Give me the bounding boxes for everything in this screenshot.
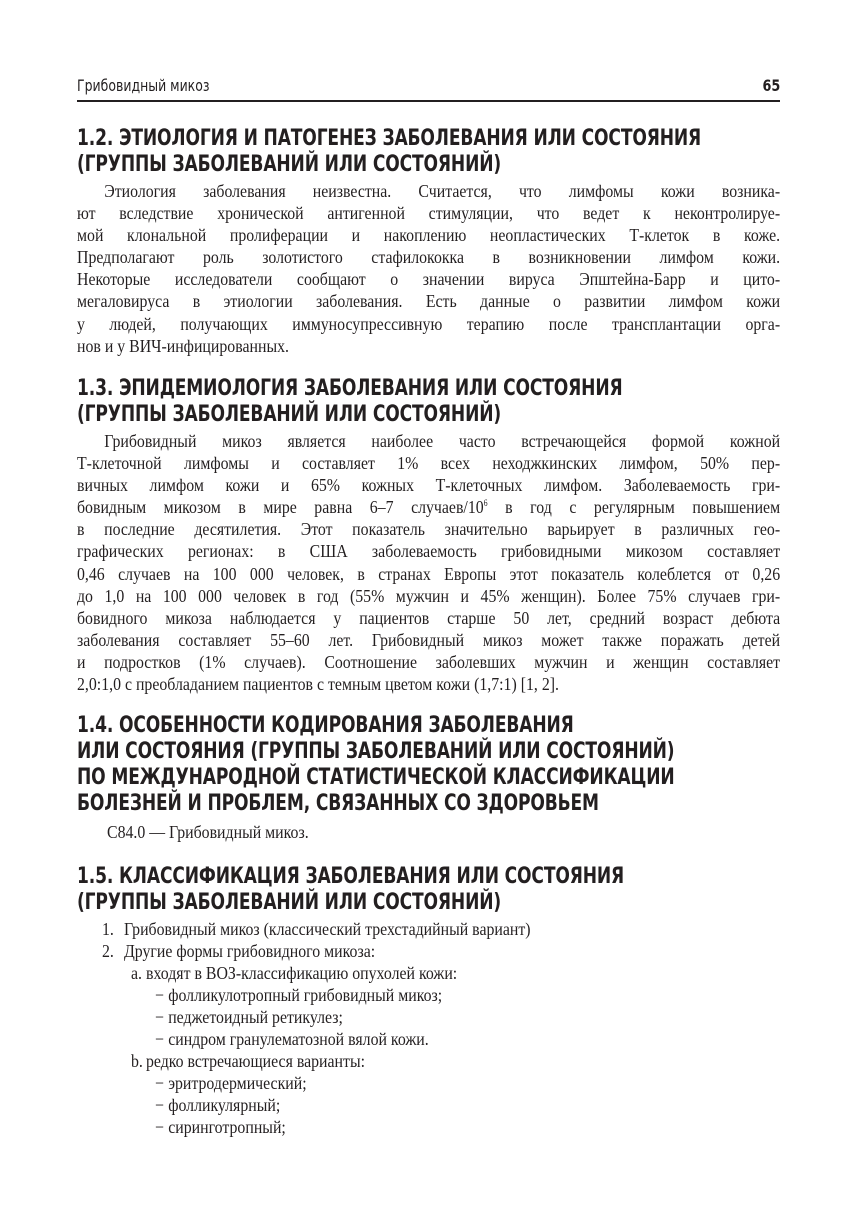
section-heading-1-4: 1.4. ОСОБЕННОСТИ КОДИРОВАНИЯ ЗАБОЛЕВАНИЯ ИЛИ СОСТОЯНИЯ (ГРУППЫ ЗАБОЛЕВАНИЙ ИЛИ СОСТОЯНИЙ) ПО МЕЖДУНАРОДНОЙ СТАТИСТИЧЕСКОЙ КЛАССИФИКАЦИИ БОЛЕЗНЕЙ И ПРОБЛЕМ, СВЯЗАННЫХ СО ЗДОРОВЬЕМ [77,712,675,816]
icd-code-line: C84.0 — Грибовидный микоз. [107,822,309,842]
text-line: в последние десятилетия. Этот показатель значительно варьирует в различных гео- [77,519,781,540]
superscript: 6 [483,498,488,509]
text-line: бовидным микозом в мире равна 6–7 случаев/$10^6$ в год с регулярным повышением [77,497,781,518]
list-item: − фолликулотропный грибовидный микоз; [155,985,443,1005]
list-item: 2. Другие формы грибовидного микоза: [102,941,376,961]
text-line: Предполагают роль золотистого стафилококка в возникновении лимфом кожи. [77,247,781,268]
list-item: − синдром гранулематозной вялой кожи. [155,1029,429,1049]
paragraph-epidemiology [77,430,780,695]
list-item: 1. Грибовидный микоз (классический трехстадийный вариант) [102,919,531,939]
text-line: графических регионах: в США заболеваемость грибовидными микозом составляет [77,541,781,562]
text-line: мой клональной пролиферации и накоплению неопластических Т-клеток в коже. [77,225,781,246]
list-item: − фолликулярный; [155,1095,281,1115]
text-line: Грибовидный микоз является наиболее часто встречающейся формой кожной [104,431,781,451]
text-line: 2,0:1,0 с преобладанием пациентов с темным цветом кожи (1,7:1) [1, 2]. [77,674,559,695]
text-line: Некоторые исследователи сообщают о значении вируса Эпштейна-Барр и цито- [77,269,781,290]
text-line: вичных лимфом кожи и 65% кожных Т-клеточных лимфом. Заболеваемость гри- [77,475,781,496]
text-line: бовидного микоза наблюдается у пациентов старше 50 лет, средний возраст дебюта [77,607,781,628]
list-item: a. входят в ВОЗ-классификацию опухолей кожи: [131,963,458,983]
list-item: − педжетоидный ретикулез; [155,1007,343,1027]
text-line: Этиология заболевания неизвестна. Считается, что лимфомы кожи возника- [104,181,781,201]
list-item: b. редко встречающиеся варианты: [131,1051,365,1071]
text-line: ют вследствие хронической антигенной стимуляции, что ведет к неконтролируе- [77,203,781,224]
text-line: и подростков (1% случаев). Соотношение заболевших мужчин и женщин составляет [77,651,781,672]
list-item: − эритродермический; [155,1073,307,1093]
section-heading-1-3: 1.3. ЭПИДЕМИОЛОГИЯ ЗАБОЛЕВАНИЯ ИЛИ СОСТОЯНИЯ (ГРУППЫ ЗАБОЛЕВАНИЙ ИЛИ СОСТОЯНИЙ) [77,375,623,427]
running-title: Грибовидный микоз [77,76,210,95]
text-line: у людей, получающих иммуносупрессивную терапию после трансплантации орга- [77,313,781,334]
text-line: Т-клеточной лимфомы и составляет 1% всех неходжкинских лимфом, 50% пер- [77,453,781,474]
list-item: − сиринготропный; [155,1117,286,1137]
text-line: заболевания составляет 55–60 лет. Грибовидный микоз может также поражать детей [77,629,781,650]
section-heading-1-5: 1.5. КЛАССИФИКАЦИЯ ЗАБОЛЕВАНИЯ ИЛИ СОСТОЯНИЯ (ГРУППЫ ЗАБОЛЕВАНИЙ ИЛИ СОСТОЯНИЙ) [77,863,625,915]
page-number: 65 [762,76,780,95]
section-heading-1-2: 1.2. ЭТИОЛОГИЯ И ПАТОГЕНЕЗ ЗАБОЛЕВАНИЯ ИЛИ СОСТОЯНИЯ (ГРУППЫ ЗАБОЛЕВАНИЙ ИЛИ СОСТОЯНИЙ) [77,125,702,177]
running-header [77,76,780,102]
text-line: до 1,0 на 100 000 человек в год (55% мужчин и 45% женщин). Более 75% случаев гри- [77,585,781,606]
paragraph-etiology [77,180,780,357]
text-line: 0,46 случаев на 100 000 человек, в странах Европы этот показатель колеблется от 0,26 [77,563,781,584]
text-line: нов и у ВИЧ-инфицированных. [77,335,289,356]
text-line: мегаловируса в этиологии заболевания. Есть данные о развитии лимфом кожи [77,291,781,312]
